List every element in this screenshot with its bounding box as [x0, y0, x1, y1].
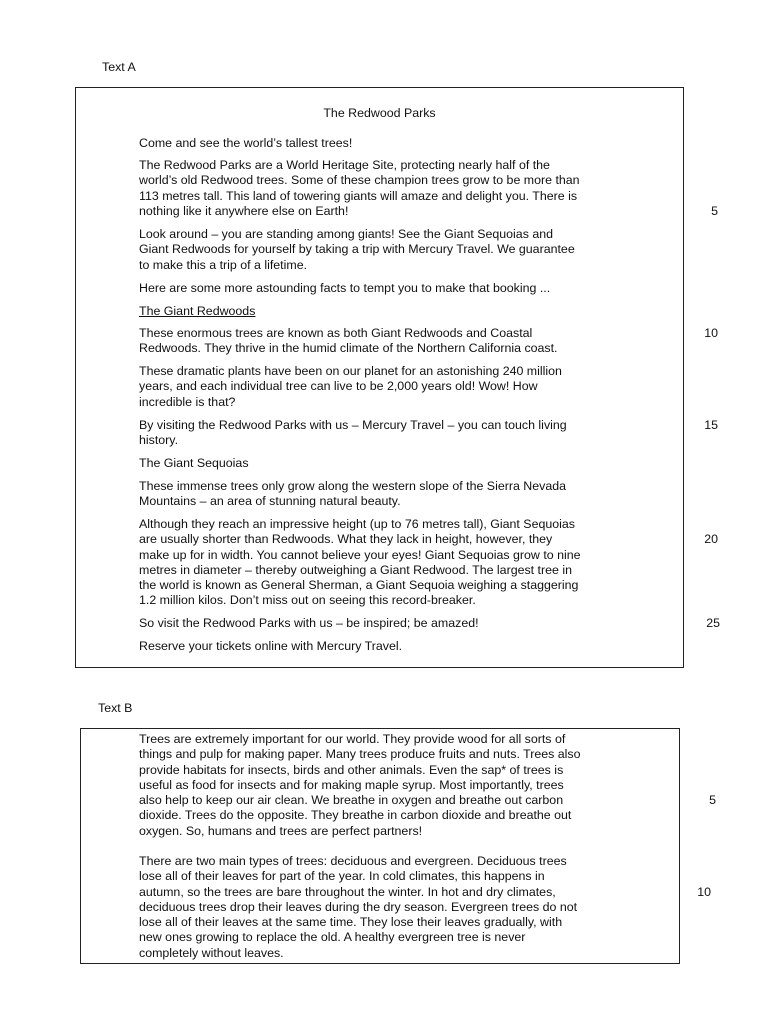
text-a-line-number: 15	[704, 418, 718, 432]
text-a-label: Text A	[102, 60, 136, 74]
text-a-paragraph-11: Reserve your tickets online with Mercury Travel.	[139, 639, 403, 653]
text-a-paragraph-7: By visiting the Redwood Parks with us – Mercury Travel – you can touch living history.	[139, 418, 567, 448]
text-b-paragraph-1: Trees are extremely important for our world. They provide wood for all sorts of things and pulp for making paper. Many trees produce fruits and nuts. Trees also provide habitats for insects, birds and other animals. Even the sap* of trees is useful as food for insects and for making maple syrup. Most importantly, trees also help to keep our air clean. We breathe in oxygen and breathe out carbon dioxide. Trees do the opposite. They breathe in carbon dioxide and breathe out oxygen. So, humans and trees are perfect partners!	[139, 732, 581, 838]
text-a-paragraph-6: These dramatic plants have been on our planet for an astonishing 240 million years, and each individual tree can live to be 2,000 years old! Wow! How incredible is that?	[139, 364, 562, 409]
text-a-paragraph-5: These enormous trees are known as both Giant Redwoods and Coastal Redwoods. They thrive in the humid climate of the Northern California coast.	[139, 326, 558, 356]
text-a-paragraph-2: The Redwood Parks are a World Heritage Site, protecting nearly half of the world’s old Redwood trees. Some of these champion trees grow to be more than 113 metres tall. This land of towering giants will amaze and delight you. There is nothing like it anywhere else on Earth!	[139, 158, 580, 218]
text-a-paragraph-3: Look around – you are standing among giants! See the Giant Sequoias and Giant Redwoods for yourself by taking a trip with Mercury Travel. We guarantee to make this a trip of a lifetime.	[139, 227, 575, 272]
text-a-line-number: 10	[704, 326, 718, 340]
text-a-paragraph-8: These immense trees only grow along the western slope of the Sierra Nevada Mountains – an area of stunning natural beauty.	[139, 479, 567, 509]
text-a-line-number: 25	[706, 616, 720, 630]
text-a-line-number: 5	[711, 204, 718, 218]
text-b-paragraph-2: There are two main types of trees: deciduous and evergreen. Deciduous trees lose all of their leaves for part of the year. In cold climates, this happens in autumn, so the trees are bare throughout the winter. In hot and dry climates, deciduous trees drop their leaves during the dry season. Evergreen trees do not lose all of their leaves at the same time. They lose their leaves gradually, with new ones growing to replace the old. A healthy evergreen tree is never completely without leaves.	[139, 854, 578, 960]
text-b-line-number: 5	[709, 793, 716, 807]
text-a-heading-giant-redwoods: The Giant Redwoods	[139, 304, 256, 318]
text-a-title: The Redwood Parks	[323, 106, 436, 120]
text-a-line-number: 20	[704, 532, 718, 546]
text-b-label: Text B	[98, 701, 133, 715]
text-a-paragraph-10: So visit the Redwood Parks with us – be inspired; be amazed!	[139, 616, 479, 630]
text-a-heading-giant-sequoias: The Giant Sequoias	[139, 456, 249, 470]
text-a-paragraph-4: Here are some more astounding facts to tempt you to make that booking ...	[139, 281, 551, 295]
text-a-paragraph-1: Come and see the world’s tallest trees!	[139, 136, 353, 150]
text-a-paragraph-9: Although they reach an impressive height (up to 76 metres tall), Giant Sequoias are usually shorter than Redwoods. What they lack in height, however, they make up for in width. You cannot believe your eyes! Giant Sequoias grow to nine metres in diameter – thereby outweighing a Giant Redwood. The largest tree in the world is known as General Sherman, a Giant Sequoia weighing a staggering 1.2 million kilos. Don’t miss out on seeing this record-breaker.	[139, 517, 581, 608]
text-b-line-number: 10	[697, 885, 711, 899]
